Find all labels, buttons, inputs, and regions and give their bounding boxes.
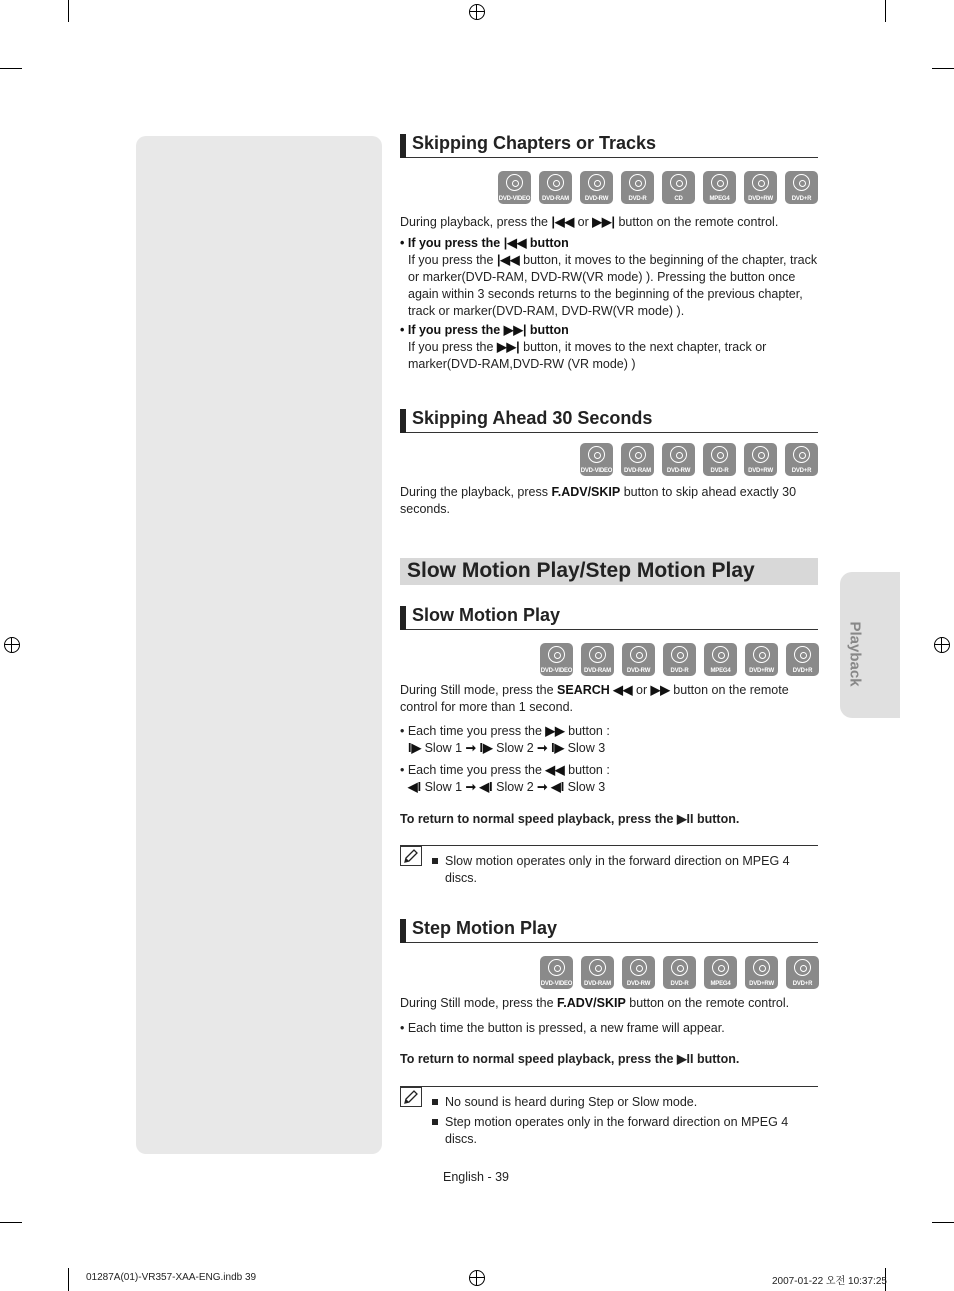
- step-return-instruction: To return to normal speed playback, press the ▶II button.: [400, 1052, 740, 1066]
- disc-icons-row: [580, 443, 818, 476]
- skip-intro-paragraph: During playback, press the |◀◀ or ▶▶| button on the remote control.: [400, 215, 779, 229]
- crop-mark: [932, 1222, 954, 1223]
- chapter-side-tab-label: Playback: [846, 621, 864, 687]
- step-note-1: No sound is heard during Step or Slow mode.: [432, 1094, 815, 1111]
- note-divider: [400, 1086, 818, 1087]
- mpeg4-disc-icon: MPEG4: [704, 643, 737, 676]
- crop-mark: [932, 68, 954, 69]
- skip-prev-icon: |◀◀: [496, 253, 520, 267]
- section-heading-skipping-chapters: [400, 135, 818, 158]
- section-title: Slow Motion Play: [412, 605, 561, 625]
- dvd-plus-rw-disc-icon: DVD+RW: [745, 643, 778, 676]
- dvd-r-disc-icon: DVD-R: [663, 643, 696, 676]
- dvd-plus-rw-disc-icon: DVD+RW: [744, 443, 777, 476]
- section-heading-slow-motion: [400, 607, 818, 630]
- skip-prev-icon: |◀◀: [551, 215, 575, 229]
- slow-note: Slow motion operates only in the forward direction on MPEG 4 discs.: [432, 853, 815, 887]
- dvd-r-disc-icon: DVD-R: [621, 171, 654, 204]
- slow-reverse-block: • Each time you press the ◀◀ button : ◀I Slow 1 ➞ ◀I Slow 2 ➞ ◀I Slow 3: [400, 763, 610, 794]
- dvd-plus-rw-disc-icon: DVD+RW: [744, 171, 777, 204]
- skip-ahead-paragraph: During the playback, press F.ADV/SKIP button to skip ahead exactly 30 seconds.: [400, 485, 797, 516]
- mpeg4-disc-icon: MPEG4: [703, 171, 736, 204]
- rewind-icon: ◀◀: [613, 683, 633, 697]
- step-bullet: • Each time the button is pressed, a new frame will appear.: [400, 1021, 725, 1035]
- dvd-rw-disc-icon: DVD-RW: [662, 443, 695, 476]
- note-pencil-icon: [400, 1087, 422, 1107]
- section-title: Skipping Chapters or Tracks: [412, 133, 657, 153]
- main-heading-text: Slow Motion Play/Step Motion Play: [407, 559, 755, 582]
- dvd-video-disc-icon: DVD-VIDEO: [580, 443, 613, 476]
- step-intro-paragraph: During Still mode, press the F.ADV/SKIP button on the remote control.: [400, 996, 790, 1010]
- dvd-rw-disc-icon: DVD-RW: [622, 643, 655, 676]
- skip-next-icon: ▶▶|: [496, 340, 520, 354]
- mpeg4-disc-icon: MPEG4: [704, 956, 737, 989]
- note-divider: [400, 845, 818, 846]
- dvd-plus-r-disc-icon: DVD+R: [786, 956, 819, 989]
- note-pencil-icon: [400, 846, 422, 866]
- play-pause-icon: ▶II: [676, 812, 694, 826]
- registration-mark-icon: [4, 637, 20, 653]
- dvd-ram-disc-icon: DVD-RAM: [581, 956, 614, 989]
- dvd-ram-disc-icon: DVD-RAM: [621, 443, 654, 476]
- dvd-rw-disc-icon: DVD-RW: [580, 171, 613, 204]
- crop-mark: [68, 0, 69, 22]
- print-footer-left: 01287A(01)-VR357-XAA-ENG.indb 39: [86, 1272, 257, 1283]
- dvd-plus-r-disc-icon: DVD+R: [785, 171, 818, 204]
- crop-mark: [68, 1268, 69, 1291]
- dvd-ram-disc-icon: DVD-RAM: [539, 171, 572, 204]
- section-title: Step Motion Play: [412, 918, 558, 938]
- section-heading-skipping-ahead: [400, 410, 818, 433]
- play-pause-icon: ▶II: [676, 1052, 694, 1066]
- section-heading-step-motion: [400, 920, 818, 943]
- crop-mark: [0, 1222, 22, 1223]
- dvd-video-disc-icon: DVD-VIDEO: [498, 171, 531, 204]
- registration-mark-icon: [469, 4, 485, 20]
- crop-mark: [0, 68, 22, 69]
- rewind-icon: ◀◀: [545, 763, 565, 777]
- page-number: English - 39: [443, 1170, 510, 1184]
- bullet-square-icon: [432, 1099, 438, 1105]
- skip-next-icon: ▶▶|: [503, 323, 527, 337]
- registration-mark-icon: [469, 1270, 485, 1286]
- dvd-rw-disc-icon: DVD-RW: [622, 956, 655, 989]
- step-note-2: Step motion operates only in the forward direction on MPEG 4 discs.: [432, 1114, 815, 1148]
- cd-disc-icon: CD: [662, 171, 695, 204]
- disc-icons-row: [540, 643, 819, 676]
- left-side-panel: [136, 136, 382, 1154]
- bullet-square-icon: [432, 858, 438, 864]
- dvd-r-disc-icon: DVD-R: [663, 956, 696, 989]
- dvd-ram-disc-icon: DVD-RAM: [581, 643, 614, 676]
- fast-forward-icon: ▶▶: [545, 724, 565, 738]
- dvd-video-disc-icon: DVD-VIDEO: [540, 643, 573, 676]
- disc-icons-row: [498, 171, 818, 204]
- main-heading: [400, 558, 818, 585]
- disc-icons-row: [540, 956, 819, 989]
- skip-next-block: • If you press the ▶▶| button If you press the ▶▶| button, it moves to the next chapter, track or marker(DVD-RAM,DVD-RW (VR mode) ): [400, 323, 767, 371]
- skip-next-icon: ▶▶|: [592, 215, 615, 229]
- skip-prev-block: • If you press the |◀◀ button If you press the |◀◀ button, it moves to the beginning of the chapter, track or marker(DVD-RAM, DVD-RW(VR mode) ). Pressing the button once again within 3 seconds returns to the beginning of the previous chapter, track or marker(DVD-RAM, DVD-RW(VR mode) ).: [400, 236, 818, 318]
- dvd-plus-rw-disc-icon: DVD+RW: [745, 956, 778, 989]
- dvd-video-disc-icon: DVD-VIDEO: [540, 956, 573, 989]
- skip-prev-icon: |◀◀: [503, 236, 527, 250]
- dvd-plus-r-disc-icon: DVD+R: [786, 643, 819, 676]
- print-footer-right: 2007-01-22 오전 10:37:25: [772, 1276, 887, 1287]
- registration-mark-icon: [934, 637, 950, 653]
- crop-mark: [885, 0, 886, 22]
- slow-return-instruction: To return to normal speed playback, press the ▶II button.: [400, 812, 740, 826]
- slow-intro-paragraph: During Still mode, press the SEARCH ◀◀ or ▶▶ button on the remote control for more than 1 second.: [400, 683, 789, 714]
- fast-forward-icon: ▶▶: [650, 683, 670, 697]
- dvd-r-disc-icon: DVD-R: [703, 443, 736, 476]
- bullet-square-icon: [432, 1119, 438, 1125]
- slow-forward-block: • Each time you press the ▶▶ button : I▶ Slow 1 ➞ I▶ Slow 2 ➞ I▶ Slow 3: [400, 724, 610, 755]
- section-title: Skipping Ahead 30 Seconds: [412, 408, 653, 428]
- dvd-plus-r-disc-icon: DVD+R: [785, 443, 818, 476]
